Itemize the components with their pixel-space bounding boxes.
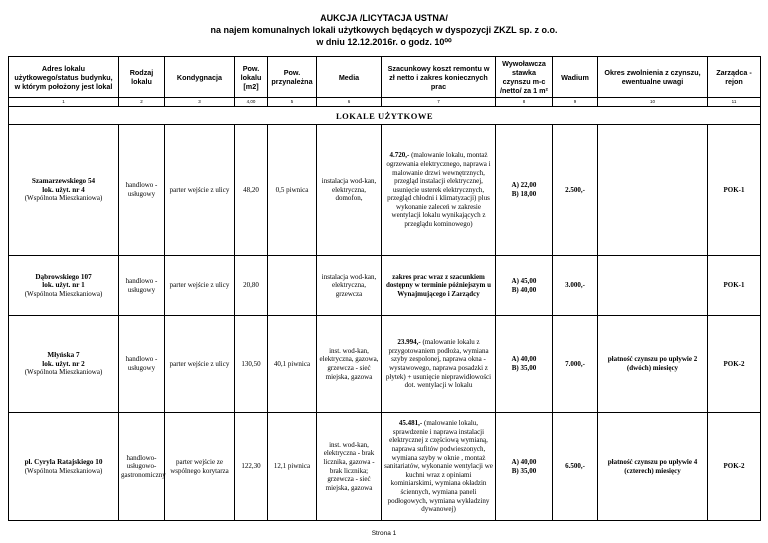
col-num: 5 <box>268 98 317 107</box>
manager-cell: POK-2 <box>708 316 761 413</box>
col-manager: Zarządca - rejon <box>708 57 761 98</box>
deposit-cell: 2.500,- <box>553 125 598 256</box>
address-cell <box>9 125 119 256</box>
address-status: (Wspólnota Mieszkaniowa) <box>24 194 103 203</box>
col-media: Media <box>317 57 382 98</box>
floor-cell: parter wejście ze wspólnego korytarza <box>165 413 235 521</box>
col-num: 3 <box>165 98 235 107</box>
rate-b: B) 18,00 <box>511 190 537 198</box>
cost-amount: 45.481,- <box>398 419 423 428</box>
floor-cell: parter wejście z ulicy <box>165 125 235 256</box>
cost-cell <box>382 256 496 316</box>
title-line-1: AUKCJA /LICYTACJA USTNA/ <box>320 13 448 23</box>
type-cell: handlowo - usługowy <box>119 316 165 413</box>
col-type: Rodzaj lokalu <box>119 57 165 98</box>
col-num: 2 <box>119 98 165 107</box>
rate-b: B) 40,00 <box>511 285 537 294</box>
area-cell: 122,30 <box>235 413 268 521</box>
address-cell <box>9 316 119 413</box>
col-num: 1 <box>9 98 119 107</box>
area-cell: 130,50 <box>235 316 268 413</box>
rate-a: A) 40,00 <box>511 457 537 466</box>
address-unit: lok. użyt. nr 1 <box>42 281 85 290</box>
notes-cell <box>598 256 708 316</box>
address-name: Młyńska 7 <box>47 351 80 360</box>
col-num: 6 <box>317 98 382 107</box>
floor-cell: parter wejście z ulicy <box>165 316 235 413</box>
rate-cell <box>496 413 553 521</box>
address-name: Dąbrowskiego 107 <box>35 272 92 281</box>
extra-area-cell: 12,1 piwnica <box>268 413 317 521</box>
cost-text: (malowanie lokalu, montaż ogrzewania elektrycznego, naprawa i malowanie drzwi wewnętrznych, przegląd instalacji elektrycznej, usunięcie usterek elektrycznych, przegląd chłodni i klimatyzacji) plus wykonanie zaleceń w zakresie wentylacji lokalu wynikających z przeglądu kominowego) <box>386 151 491 229</box>
title-line-2: na najem komunalnych lokali użytkowych będących w dyspozycji ZKZL sp. z o.o. <box>210 25 558 35</box>
cost-cell <box>382 125 496 256</box>
col-num: 9 <box>553 98 598 107</box>
cost-text: (malowanie lokalu z przygotowaniem podłoża, wymiana szyby zespolonej, naprawa okna - wystawowego, naprawa posadzki z płytek) + usunięcie nieprawidłowości dot. wentylacji w lokalu <box>385 338 492 390</box>
address-name: pl. Cyryla Ratajskiego 10 <box>24 457 103 466</box>
col-num: 11 <box>708 98 761 107</box>
rate-a: A) 40,00 <box>511 355 537 364</box>
cost-amount: 23.994,- <box>397 338 421 347</box>
column-number-row <box>9 98 761 107</box>
page-footer: Strona 1 <box>371 530 397 537</box>
cost-amount: 4.720,- <box>389 151 410 160</box>
cost-cell <box>382 413 496 521</box>
col-area: Pow. lokalu [m2] <box>235 57 268 98</box>
table-row <box>9 316 761 413</box>
col-num: 8 <box>496 98 553 107</box>
col-cost: Szacunkowy koszt remontu w zł netto i zakres koniecznych prac <box>382 57 496 98</box>
manager-cell: POK-1 <box>708 256 761 316</box>
notes-cell <box>598 125 708 256</box>
type-cell: handlowo - usługowy <box>119 256 165 316</box>
rate-cell <box>496 125 553 256</box>
col-rate: Wywoławcza stawka czynszu m-c /netto/ za 1 m² <box>496 57 553 98</box>
media-cell: instalacja wod-kan, elektryczna, grzewcza <box>317 256 382 316</box>
section-row <box>9 107 761 125</box>
col-deposit: Wadium <box>553 57 598 98</box>
header-row <box>9 57 761 98</box>
rate-a: A) 45,00 <box>511 276 537 285</box>
type-cell: handlowo-usługowo-gastronomiczny <box>119 413 165 521</box>
address-status: (Wspólnota Mieszkaniowa) <box>24 289 103 298</box>
rate-b: B) 35,00 <box>511 466 537 475</box>
notes-cell: płatność czynszu po upływie 2 (dwóch) miesięcy <box>598 316 708 413</box>
manager-cell: POK-1 <box>708 125 761 256</box>
rate-a: A) 22,00 <box>511 181 537 190</box>
address-cell <box>9 413 119 521</box>
col-extra-area: Pow. przynależna <box>268 57 317 98</box>
floor-cell: parter wejście z ulicy <box>165 256 235 316</box>
address-cell <box>9 256 119 316</box>
rate-b: B) 35,00 <box>511 364 537 372</box>
address-unit: lok. użyt. nr 4 <box>42 185 85 194</box>
extra-area-cell: 0,5 piwnica <box>268 125 317 256</box>
media-cell: instalacja wod-kan, elektryczna, domofon, <box>317 125 382 256</box>
col-num: 10 <box>598 98 708 107</box>
media-cell: inst. wod-kan, elektryczna, gazowa, grzewcza - sieć miejska, gazowa <box>317 316 382 413</box>
notes-cell: płatność czynszu po upływie 4 (czterech) miesięcy <box>598 413 708 521</box>
extra-area-cell <box>268 256 317 316</box>
address-unit: lok. użyt. nr 2 <box>42 359 85 368</box>
rate-cell <box>496 316 553 413</box>
col-num: 7 <box>382 98 496 107</box>
auction-table <box>8 56 761 521</box>
media-cell: inst. wod-kan, elektryczna - brak licznika, gazowa - brak licznika; grzewcza - sieć miejska, gazowa <box>317 413 382 521</box>
rate-cell <box>496 256 553 316</box>
table-row <box>9 125 761 256</box>
address-status: (Wspólnota Mieszkaniowa) <box>24 466 103 475</box>
section-label: LOKALE UŻYTKOWE <box>9 107 761 125</box>
table-row <box>9 256 761 316</box>
deposit-cell: 6.500,- <box>553 413 598 521</box>
address-name: Szamarzewskiego 54 <box>31 177 96 186</box>
area-cell: 48,20 <box>235 125 268 256</box>
col-notes: Okres zwolnienia z czynszu, ewentualne uwagi <box>598 57 708 98</box>
col-num: 4,00 <box>235 98 268 107</box>
cost-text: zakres prac wraz z szacunkiem dostępny w terminie późniejszym u Wynajmującego i Zarządcy <box>386 272 491 298</box>
address-status: (Wspólnota Mieszkaniowa) <box>24 368 103 377</box>
area-cell: 20,80 <box>235 256 268 316</box>
manager-cell: POK-2 <box>708 413 761 521</box>
col-address: Adres lokalu użytkowego/status budynku, w którym położony jest lokal <box>9 57 119 98</box>
cost-text: (malowanie lokalu, sprawdzenie i naprawa instalacji elektrycznej z częściową wymianą, naprawa sufitów podwieszonych, wymiana szyby w oknie , montaż sanitariatów, wykonanie wentylacji we kuchni wraz z opiniami kominiarskimi, wymiana okładzin ściennych, wymiana paneli podłogowych, wymiana wykładziny dywanowej) <box>384 419 493 514</box>
deposit-cell: 3.000,- <box>553 256 598 316</box>
col-floor: Kondygnacja <box>165 57 235 98</box>
document-title <box>0 12 768 48</box>
extra-area-cell: 40,1 piwnica <box>268 316 317 413</box>
type-cell: handlowo - usługowy <box>119 125 165 256</box>
table-row <box>9 413 761 521</box>
cost-cell <box>382 316 496 413</box>
title-line-3: w dniu 12.12.2016r. o godz. 10⁰⁰ <box>316 37 452 47</box>
deposit-cell: 7.000,- <box>553 316 598 413</box>
